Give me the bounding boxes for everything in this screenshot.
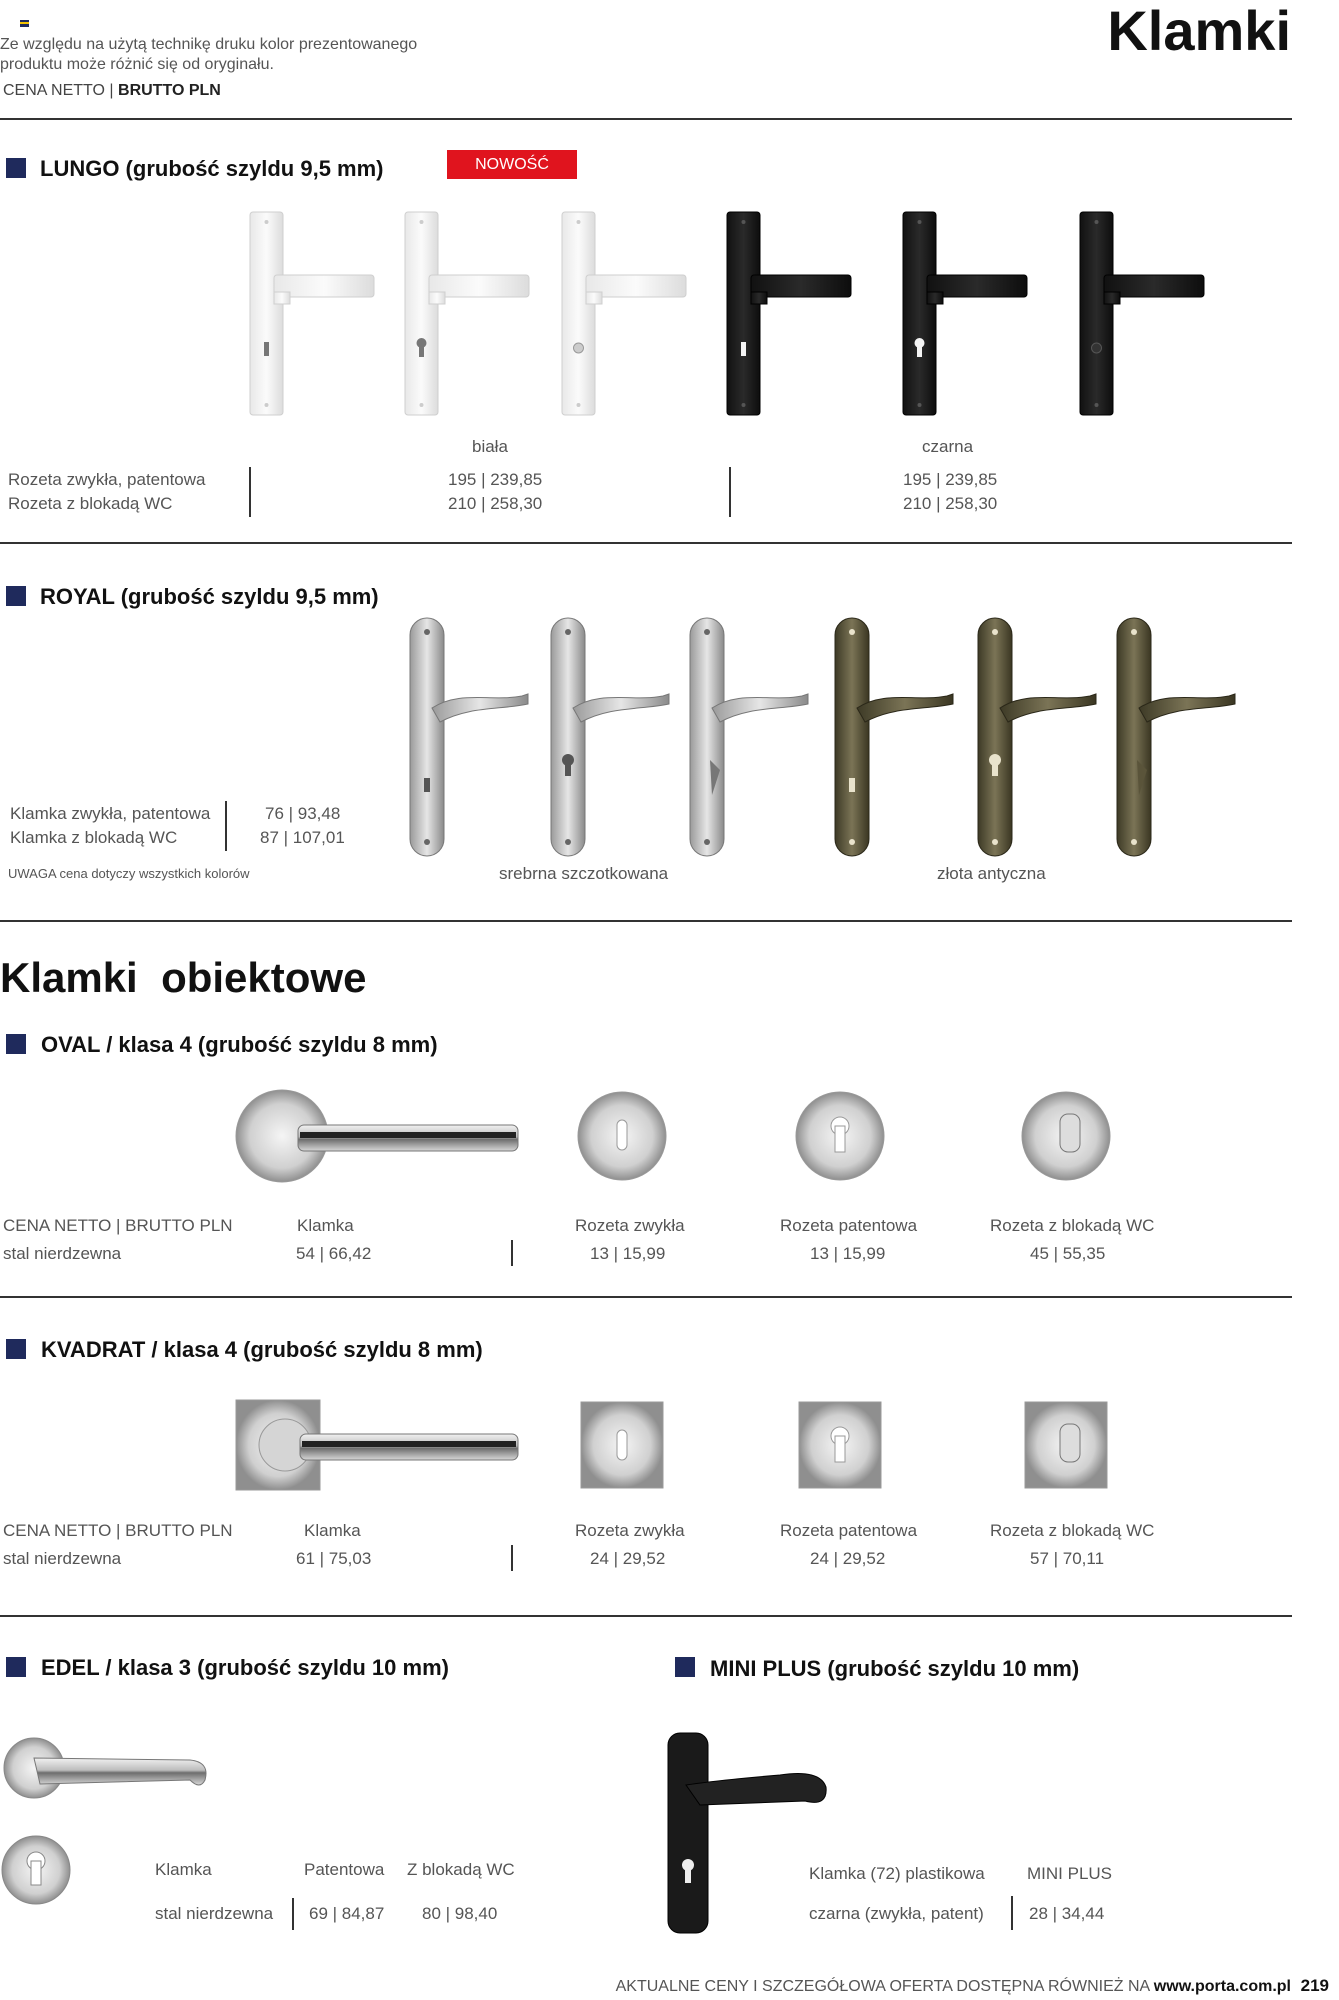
wc-rosette-icon [1025,1402,1107,1488]
oval-val-zwykla: 13 | 15,99 [590,1244,666,1263]
white-handle-icon [562,212,686,415]
kvadrat-val-klamka: 61 | 75,03 [296,1549,372,1568]
separator-bar [225,801,227,851]
oval-val-wc: 45 | 55,35 [1030,1244,1106,1263]
royal-note: UWAGA cena dotyczy wszystkich kolorów [8,866,250,881]
oval-title: OVAL / klasa 4 (grubość szyldu 8 mm) [41,1032,438,1057]
key-rosette-icon [578,1092,666,1180]
separator-bar [1011,1896,1013,1930]
edel-products-image [0,1720,230,1920]
edel-val-patentowa: 69 | 84,87 [309,1904,385,1923]
kvadrat-title: KVADRAT / klasa 4 (grubość szyldu 8 mm) [41,1337,483,1362]
lungo-row1-label: Rozeta zwykła, patentowa [8,470,206,489]
cylinder-rosette-icon [2,1836,70,1904]
gold-handle-icon [835,618,953,856]
black-handle-icon [903,212,1027,415]
key-rosette-icon [581,1402,663,1488]
kvadrat-val-patentowa: 24 | 29,52 [810,1549,886,1568]
oval-price-label: CENA NETTO | BRUTTO PLN [3,1216,233,1235]
oval-col-patentowa: Rozeta patentowa [780,1216,918,1235]
lungo-row2-label: Rozeta z blokadą WC [8,494,173,513]
footer-link[interactable]: www.porta.com.pl [1153,1978,1291,1995]
oval-material: stal nierdzewna [3,1244,122,1263]
kvadrat-val-zwykla: 24 | 29,52 [590,1549,666,1568]
edel-material: stal nierdzewna [155,1904,274,1923]
section-marker [6,1034,26,1054]
royal-row2-price: 87 | 107,01 [260,828,345,847]
separator-bar [729,467,731,517]
separator-bar [249,467,251,517]
oval-col-zwykla: Rozeta zwykła [575,1216,685,1235]
royal-color-gold: złota antyczna [937,864,1046,883]
separator-bar [511,1545,513,1571]
section-title: Klamki obiektowe [0,954,367,1001]
oval-col-wc: Rozeta z blokadą WC [990,1216,1155,1235]
white-handle-icon [250,212,374,415]
lever-handle-icon [4,1738,206,1798]
royal-row1-price: 76 | 93,48 [265,804,341,823]
separator-bar [292,1898,294,1930]
lungo-color-black: czarna [922,437,974,456]
kvadrat-val-wc: 57 | 70,11 [1030,1549,1105,1568]
price-separator: | [109,82,114,99]
kvadrat-products-image [0,1390,1339,1502]
section-marker [675,1657,695,1677]
kvadrat-col-wc: Rozeta z blokadą WC [990,1521,1155,1540]
page-title: Klamki [1107,0,1291,62]
kvadrat-col-klamka: Klamka [304,1521,361,1540]
gold-handle-icon [1117,618,1235,856]
edel-col-klamka: Klamka [155,1860,212,1879]
kvadrat-material: stal nierdzewna [3,1549,122,1568]
miniplus-col-name: MINI PLUS [1027,1864,1113,1883]
divider [0,1296,1292,1298]
divider [0,1615,1292,1617]
silver-handle-icon [551,618,669,856]
lever-handle-icon [236,1400,518,1490]
price-brutto-label: BRUTTO PLN [118,82,221,99]
kvadrat-price-label: CENA NETTO | BRUTTO PLN [3,1521,233,1540]
miniplus-row-label: czarna (zwykła, patent) [809,1904,984,1923]
lungo-white-price-row1: 195 | 239,85 [448,470,543,489]
edel-col-wc: Z blokadą WC [407,1860,515,1879]
price-netto-label: CENA NETTO [3,82,105,99]
separator-bar [511,1240,513,1266]
lungo-black-price-row1: 195 | 239,85 [903,470,998,489]
gold-handle-icon [978,618,1096,856]
lungo-title: LUNGO (grubość szyldu 9,5 mm) [40,156,384,181]
section-marker [6,586,26,606]
white-handle-icon [405,212,529,415]
oval-val-klamka: 54 | 66,42 [296,1244,372,1263]
cylinder-rosette-icon [796,1092,884,1180]
new-badge [447,150,577,179]
divider [0,920,1292,922]
divider [0,118,1292,120]
miniplus-title: MINI PLUS (grubość szyldu 10 mm) [710,1656,1080,1681]
silver-handle-icon [690,618,808,856]
lungo-white-price-row2: 210 | 258,30 [448,494,543,513]
page-number: 219 [1300,1976,1329,1995]
oval-val-patentowa: 13 | 15,99 [810,1244,886,1263]
section-marker [6,158,26,178]
royal-row1-label: Klamka zwykła, patentowa [10,804,211,823]
cylinder-rosette-icon [799,1402,881,1488]
kvadrat-col-zwykla: Rozeta zwykła [575,1521,685,1540]
section-marker [6,1657,26,1677]
oval-col-klamka: Klamka [297,1216,354,1235]
lever-handle-icon [236,1090,518,1182]
footer [616,1978,1291,1996]
section-marker [6,1339,26,1359]
edel-title: EDEL / klasa 3 (grubość szyldu 10 mm) [41,1655,449,1680]
price-legend [3,82,221,100]
footer-text: AKTUALNE CENY I SZCZEGÓŁOWA OFERTA DOSTĘPNA RÓWNIEŻ NA [615,1978,1150,1995]
print-note-line2: produktu może różnić się od oryginału. [0,56,274,73]
lungo-black-price-row2: 210 | 258,30 [903,494,998,513]
new-badge-label: NOWOŚĆ [475,156,549,173]
silver-handle-icon [410,618,528,856]
royal-title: ROYAL (grubość szyldu 9,5 mm) [40,584,379,609]
kvadrat-col-patentowa: Rozeta patentowa [780,1521,918,1540]
wc-rosette-icon [1022,1092,1110,1180]
oval-products-image [0,1080,1339,1200]
divider [0,542,1292,544]
royal-color-silver: srebrna szczotkowana [499,864,669,883]
lungo-handles-image [0,200,1339,430]
flag-icon [20,20,29,27]
edel-val-wc: 80 | 98,40 [422,1904,498,1923]
edel-col-patentowa: Patentowa [304,1860,385,1879]
royal-row2-label: Klamka z blokadą WC [10,828,178,847]
black-handle-icon [668,1733,826,1933]
black-handle-icon [727,212,851,415]
lungo-color-white: biała [472,437,508,456]
miniplus-row-price: 28 | 34,44 [1029,1904,1105,1923]
print-note-line1: Ze względu na użytą technikę druku kolor prezentowanego [0,36,418,53]
black-handle-icon [1080,212,1204,415]
miniplus-col-product: Klamka (72) plastikowa [809,1864,985,1883]
